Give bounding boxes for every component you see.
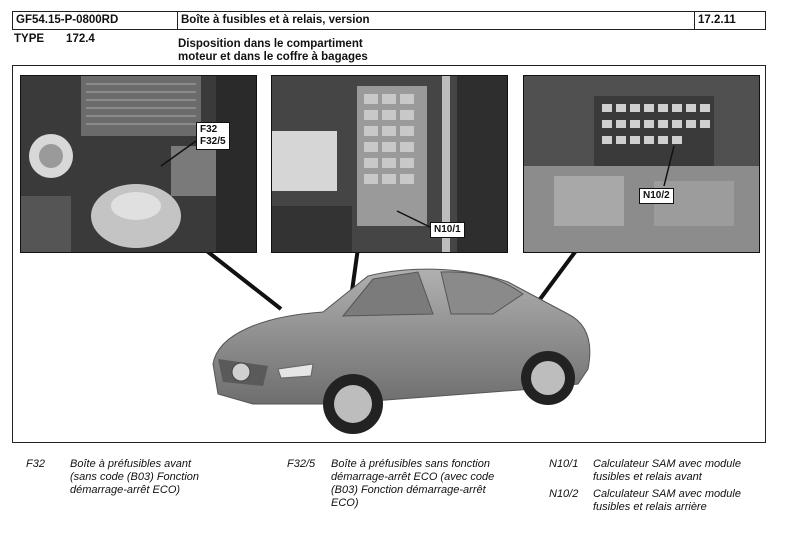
- rear-fusebox-graphic: [524, 76, 759, 252]
- legend-key: F32: [26, 458, 45, 470]
- type-line: [14, 33, 95, 45]
- legend-line: (sans code (B03) Fonction: [70, 471, 200, 483]
- doc-title: Boîte à fusibles et à relais, version: [178, 12, 695, 29]
- legend-key: F32/5: [287, 458, 316, 470]
- legend-key: N10/1: [549, 458, 579, 470]
- illustration-frame: [12, 65, 766, 443]
- doc-code: GF54.15-P-0800RD: [13, 12, 178, 29]
- legend-line: Calculateur SAM avec module: [593, 488, 741, 500]
- doc-date: 17.2.11: [698, 14, 736, 26]
- callout-f32-5-label: F32/5: [200, 136, 226, 147]
- photo-rear-fusebox: [523, 75, 760, 253]
- photo-engine-compartment: [20, 75, 257, 253]
- callout-n10-2: N10/2: [639, 188, 674, 204]
- subtitle-line-1: Disposition dans le compartiment: [178, 38, 363, 50]
- legend-line: Calculateur SAM avec module: [593, 458, 741, 470]
- legend-line: démarrage-arrêt ECO (avec code: [331, 471, 495, 483]
- legend-text: [593, 488, 778, 514]
- document-header: [12, 11, 766, 30]
- front-fusebox-graphic: [272, 76, 507, 252]
- callout-f32: [196, 122, 230, 150]
- legend-line: fusibles et relais arrière: [593, 501, 707, 513]
- car-illustration: [193, 254, 633, 444]
- type-label: TYPE: [14, 33, 45, 45]
- legend-line: (B03) Fonction démarrage-arrêt: [331, 484, 486, 496]
- legend-line: fusibles et relais avant: [593, 471, 702, 483]
- callout-f32-label: F32: [200, 124, 218, 135]
- type-value: 172.4: [66, 33, 95, 45]
- legend-line: Boîte à préfusibles avant: [70, 458, 192, 470]
- engine-photo-graphic: [21, 76, 256, 252]
- callout-n10-1: N10/1: [430, 222, 465, 238]
- subtitle: [178, 38, 368, 64]
- legend-text: [331, 458, 516, 510]
- legend-key: N10/2: [549, 488, 579, 500]
- subtitle-line-2: moteur et dans le coffre à bagages: [178, 51, 368, 63]
- legend-line: Boîte à préfusibles sans fonction: [331, 458, 490, 470]
- photo-front-fusebox: [271, 75, 508, 253]
- legend-line: ECO): [331, 497, 359, 509]
- legend-text: [593, 458, 778, 484]
- legend-text: [70, 458, 250, 497]
- legend-line: démarrage-arrêt ECO): [70, 484, 181, 496]
